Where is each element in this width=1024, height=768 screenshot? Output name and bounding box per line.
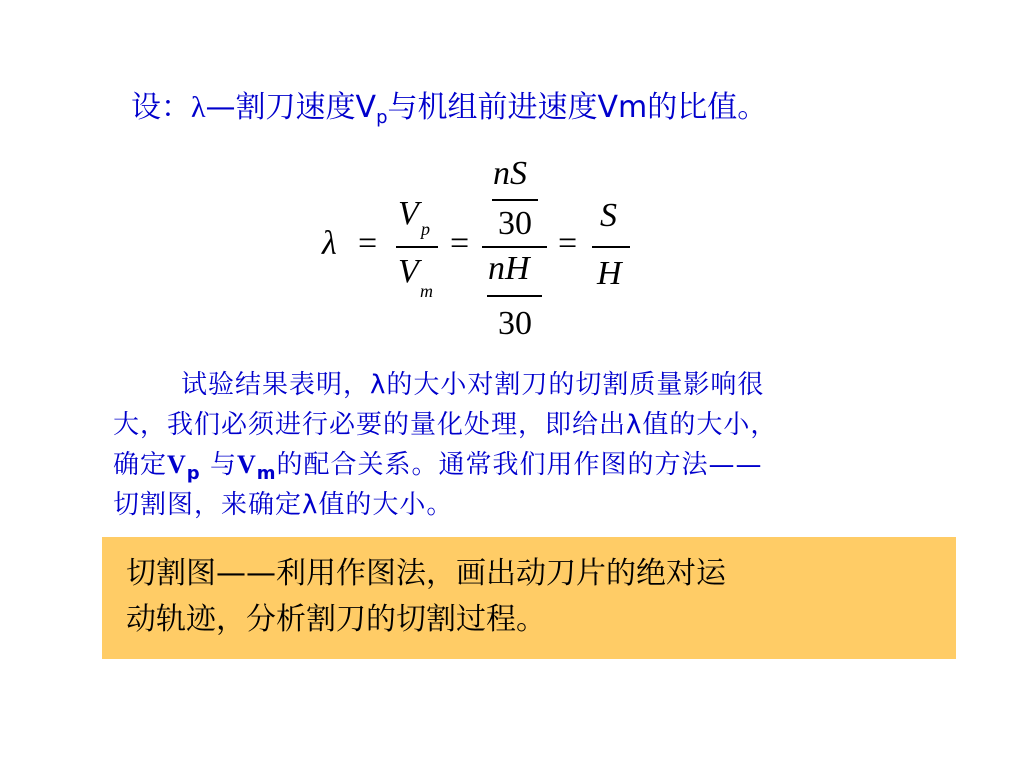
- fraction-bar-nS: [492, 199, 538, 201]
- explanation-paragraph: [113, 365, 953, 525]
- definition-text-a: 割刀速度V: [235, 90, 377, 125]
- formula-eq-3: =: [558, 225, 578, 262]
- callout-line-2: 动轨迹，分析割刀的切割过程。: [126, 602, 546, 637]
- formula-30-bottom: 30: [498, 305, 532, 342]
- p3-text-b: 与: [200, 450, 237, 480]
- paragraph-line-4: 切割图，来确定λ值的大小。: [113, 490, 454, 520]
- fraction-bar-nH: [487, 295, 542, 297]
- formula-S: S: [600, 197, 617, 234]
- p3-V2: V: [236, 450, 257, 479]
- subscript-p: p: [376, 107, 388, 128]
- formula-nS: nS: [493, 155, 527, 192]
- fraction-bar-main: [482, 246, 547, 248]
- p3-text-a: 确定: [113, 450, 168, 480]
- dash: —: [205, 90, 236, 125]
- definition-prefix: 设：: [131, 90, 191, 125]
- definition-callout-box: [102, 537, 956, 659]
- formula-eq-2: =: [450, 225, 470, 262]
- callout-line-1: 切割图——利用作图法，画出动刀片的绝对运: [126, 556, 726, 591]
- fraction-bar-SH: [592, 246, 630, 248]
- formula-sub-m: m: [420, 281, 433, 301]
- definition-line: [131, 88, 767, 138]
- formula-eq-1: =: [358, 225, 378, 262]
- definition-text-b: 与机组前进速度Vm的比值。: [387, 90, 768, 125]
- formula-H: H: [597, 255, 622, 292]
- formula-nH: nH: [488, 250, 530, 287]
- lambda-formula: [320, 155, 640, 350]
- formula-V-denominator: V: [398, 253, 419, 290]
- paragraph-line-3: [113, 445, 953, 485]
- p3-V: V: [167, 450, 187, 479]
- formula-30-top: 30: [498, 205, 532, 242]
- paragraph-line-2: 大，我们必须进行必要的量化处理，即给出λ值的大小，: [113, 410, 778, 440]
- formula-V-numerator: V: [398, 195, 419, 232]
- paragraph-line-1: 试验结果表明，λ的大小对割刀的切割质量影响很: [181, 370, 765, 400]
- formula-sub-p: p: [421, 219, 430, 239]
- p3-sub-m: m: [256, 463, 277, 484]
- lambda-symbol: λ: [191, 91, 206, 124]
- fraction-bar-1: [396, 246, 438, 248]
- p3-sub-p: p: [186, 463, 201, 484]
- p3-text-c: 的配合关系。通常我们用作图的方法——: [276, 450, 763, 480]
- formula-lambda: λ: [322, 225, 337, 262]
